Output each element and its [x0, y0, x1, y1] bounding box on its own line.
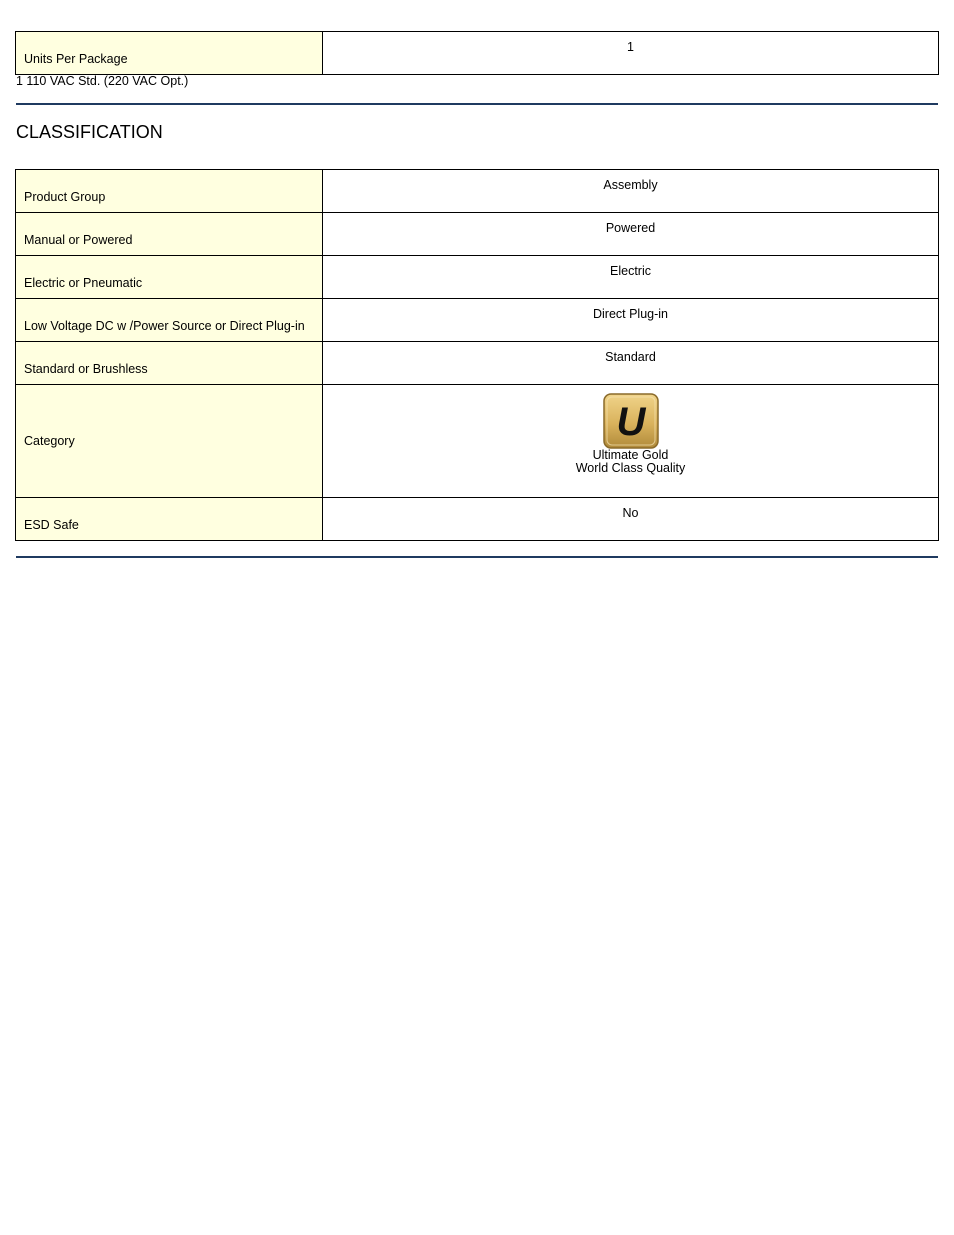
section-divider	[16, 556, 938, 558]
electric-or-pneumatic-label: Electric or Pneumatic	[16, 256, 323, 299]
badge-line-2: World Class Quality	[575, 461, 686, 475]
footnote: 1 110 VAC Std. (220 VAC Opt.)	[16, 74, 189, 88]
table-row	[16, 299, 939, 342]
category-label: Category	[16, 385, 323, 498]
classification-heading: CLASSIFICATION	[16, 122, 163, 142]
classification-table	[15, 169, 939, 541]
section-divider	[16, 103, 938, 105]
table-row	[16, 498, 939, 541]
ultimate-gold-u-icon	[603, 393, 659, 449]
units-table	[15, 31, 939, 75]
category-badge	[576, 393, 686, 475]
manual-or-powered-label: Manual or Powered	[16, 213, 323, 256]
esd-safe-label: ESD Safe	[16, 498, 323, 541]
table-row	[16, 385, 939, 498]
manual-or-powered-value: Powered	[323, 213, 939, 256]
units-per-package-label: Units Per Package	[16, 32, 323, 75]
table-row	[16, 170, 939, 213]
units-per-package-value: 1	[323, 32, 939, 75]
low-voltage-label: Low Voltage DC w /Power Source or Direct Plug-in	[16, 299, 323, 342]
table-row	[16, 32, 939, 75]
esd-safe-value: No	[323, 498, 939, 541]
electric-or-pneumatic-value: Electric	[323, 256, 939, 299]
category-value	[323, 385, 939, 498]
table-row	[16, 213, 939, 256]
standard-or-brushless-value: Standard	[323, 342, 939, 385]
product-group-label: Product Group	[16, 170, 323, 213]
badge-letter: U	[616, 400, 645, 444]
badge-line-1: Ultimate Gold	[592, 448, 669, 462]
low-voltage-value: Direct Plug-in	[323, 299, 939, 342]
standard-or-brushless-label: Standard or Brushless	[16, 342, 323, 385]
table-row	[16, 256, 939, 299]
product-group-value: Assembly	[323, 170, 939, 213]
table-row	[16, 342, 939, 385]
